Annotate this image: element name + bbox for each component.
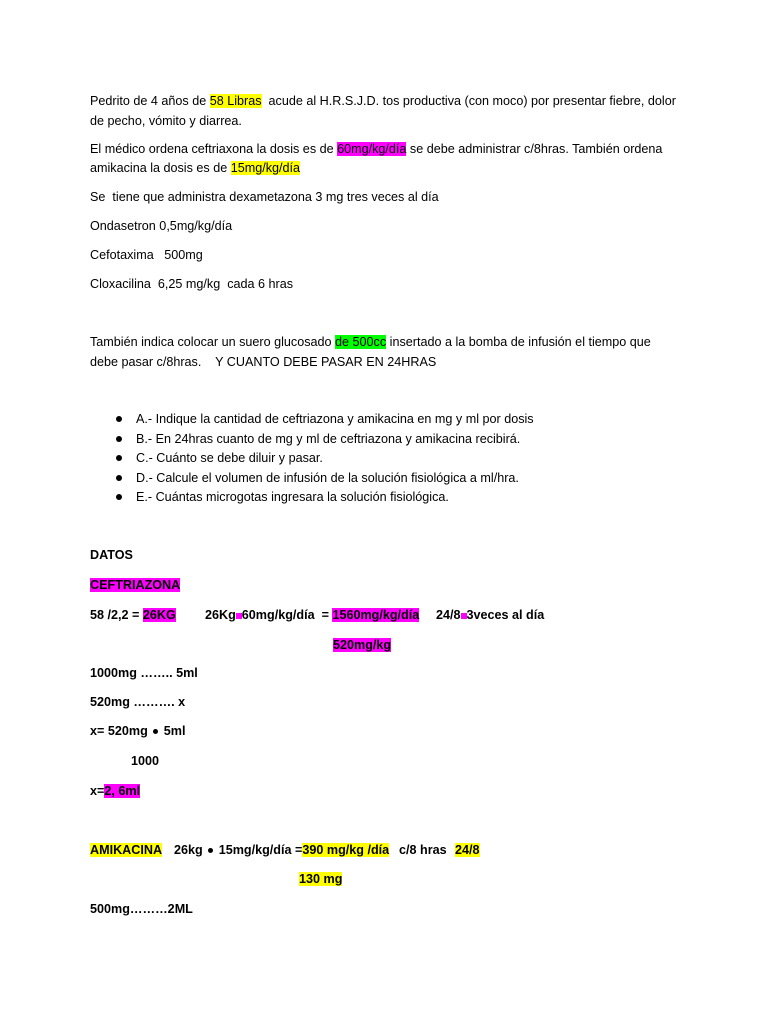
bullet-icon xyxy=(116,416,122,422)
highlight-500cc: de 500cc xyxy=(335,335,387,349)
problem-line-suero-2: debe pasar c/8hras. Y CUANTO DEBE PASAR EN 24HRAS xyxy=(90,355,437,369)
ceftriazona-denominator: 1000 xyxy=(131,754,160,768)
problem-line-3: El médico ordena ceftriaxona la dosis es de 60mg/kg/día se debe administrar c/8hras. También ordena xyxy=(90,142,663,156)
ceftriazona-answer: x=2, 6ml xyxy=(90,784,141,798)
highlight-ceftriaxona-dose: 60mg/kg/día xyxy=(337,142,407,156)
problem-line-cloxacilina: Cloxacilina 6,25 mg/kg cada 6 hras xyxy=(90,277,294,291)
bullet-icon xyxy=(116,436,122,442)
question-a: A.- Indique la cantidad de ceftriazona y amikacina en mg y ml por dosis xyxy=(136,412,534,426)
highlight-amikacina-dose: 15mg/kg/día xyxy=(230,161,301,175)
datos-title: DATOS xyxy=(90,548,133,562)
ceftriazona-frequency-eq: 24/8 3veces al día xyxy=(436,608,545,622)
problem-line-dexametazona: Se tiene que administra dexametazona 3 mg tres veces al día xyxy=(90,190,439,204)
problem-line-ondasetron: Ondasetron 0,5mg/kg/día xyxy=(90,219,233,233)
highlight-58-libras: 58 Libras xyxy=(209,94,262,108)
amikacina-24-8: 24/8 xyxy=(455,843,480,857)
problem-line-cefotaxima: Cefotaxima 500mg xyxy=(90,248,203,262)
ceftriazona-dose-eq: 26Kg 60mg/kg/día = 1560mg/kg/día xyxy=(205,608,420,622)
ceftriazona-line-1: 1000mg …….. 5ml xyxy=(90,666,198,680)
amikacina-label: AMIKACINA xyxy=(90,843,163,857)
question-e: E.- Cuántas microgotas ingresara la solución fisiológica. xyxy=(136,490,449,504)
amikacina-result: 130 mg xyxy=(299,872,343,886)
amikacina-frequency: c/8 hras xyxy=(399,843,447,857)
bullet-icon xyxy=(116,494,122,500)
bullet-icon xyxy=(116,455,122,461)
amikacina-dose-eq: 26kg 15mg/kg/día =390 mg/kg /día xyxy=(174,843,390,857)
problem-line-1: Pedrito de 4 años de 58 Libras acude al H.R.S.J.D. tos productiva (con moco) por presentar fiebre, dolor xyxy=(90,94,676,108)
question-c: C.- Cuánto se debe diluir y pasar. xyxy=(136,451,323,465)
question-b: B.- En 24hras cuanto de mg y ml de ceftriazona y amikacina recibirá. xyxy=(136,432,521,446)
ceftriazona-weight-eq: 58 /2,2 = 26KG xyxy=(90,608,176,622)
problem-line-4: amikacina la dosis es de 15mg/kg/día xyxy=(90,161,301,175)
problem-line-suero-1: También indica colocar un suero glucosado de 500cc insertado a la bomba de infusión el tiempo que xyxy=(90,335,651,349)
multiply-dot-icon xyxy=(153,729,158,734)
problem-line-2: de pecho, vómito y diarrea. xyxy=(90,114,242,128)
ceftriazona-result: 520mg/kg xyxy=(333,638,392,652)
ceftriazona-label: CEFTRIAZONA xyxy=(90,578,181,592)
ceftriazona-line-3: x= 520mg 5ml xyxy=(90,724,186,738)
question-d: D.- Calcule el volumen de infusión de la solución fisiológica a ml/hra. xyxy=(136,471,519,485)
ceftriazona-line-2: 520mg ………. x xyxy=(90,695,186,709)
multiply-dot-icon xyxy=(208,848,213,853)
bullet-icon xyxy=(116,475,122,481)
amikacina-line-1: 500mg………2ML xyxy=(90,902,193,916)
